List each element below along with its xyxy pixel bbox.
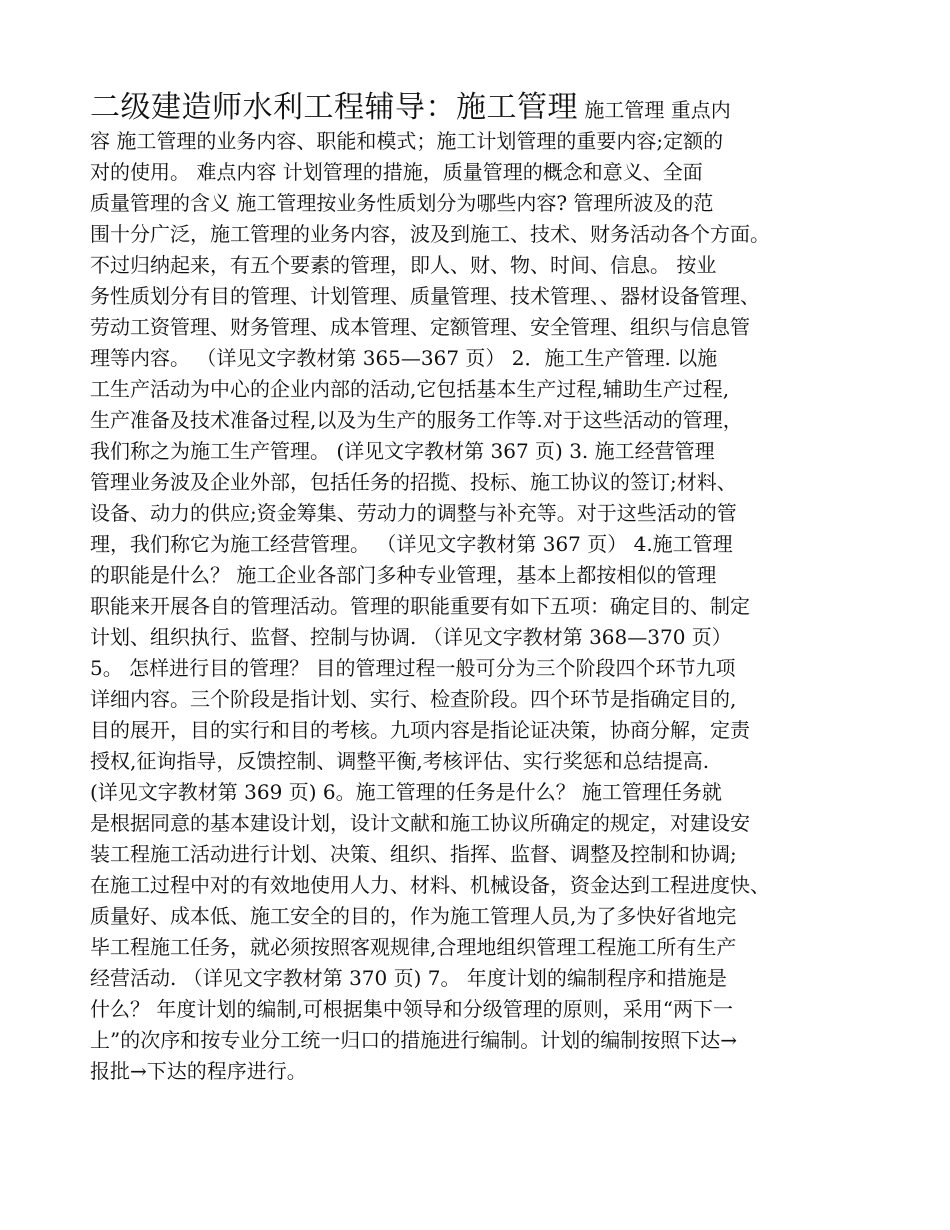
body-line: 我们称之为施工生产管理。 (详见文字教材第 367 页) 3. 施工经营管理 <box>90 439 715 463</box>
body-line: 质量管理的含义 施工管理按业务性质划分为哪些内容? 管理所波及的范 <box>90 191 714 215</box>
body-line: 上”的次序和按专业分工统一归口的措施进行编制。计划的编制按照下达→ <box>90 1028 737 1052</box>
body-line: 理，我们称它为施工经营管理。 （详见文字教材第 367 页） 4.施工管理 <box>90 532 733 556</box>
body-line: 容 施工管理的业务内容、职能和模式；施工计划管理的重要内容;定额的 <box>90 129 724 153</box>
body-line: 计划、组织执行、监督、控制与协调. （详见文字教材第 368—370 页） <box>90 625 732 649</box>
body-line: 质量好、成本低、施工安全的目的，作为施工管理人员,为了多快好省地完 <box>90 904 737 928</box>
title-line <box>90 90 870 126</box>
body-line: 什么？ 年度计划的编制,可根据集中领导和分级管理的原则，采用“两下一 <box>90 997 733 1021</box>
body-line: 授权,征询指导，反馈控制、调整平衡,考核评估、实行奖惩和总结提高. <box>90 749 710 773</box>
body-line: 生产准备及技术准备过程,以及为生产的服务工作等.对于这些活动的管理， <box>90 408 743 432</box>
body-line: 务性质划分有目的管理、计划管理、质量管理、技术管理、、器材设备管理、 <box>90 284 760 308</box>
body-line: 劳动工资管理、财务管理、成本管理、定额管理、安全管理、组织与信息管 <box>90 315 750 339</box>
body-line: (详见文字教材第 369 页) 6。施工管理的任务是什么？ 施工管理任务就 <box>90 780 722 804</box>
body-line: 报批→下达的程序进行。 <box>90 1059 307 1083</box>
body-line: 是根据同意的基本建设计划，设计文献和施工协议所确定的规定，对建设安 <box>90 811 750 835</box>
body-line: 经营活动. （详见文字教材第 370 页) 7。 年度计划的编制程序和措施是 <box>90 966 727 990</box>
body-line: 对的使用。 难点内容 计划管理的措施，质量管理的概念和意义、全面 <box>90 160 703 184</box>
document-title: 二级建造师水利工程辅导：施工管理 <box>90 90 578 125</box>
body-line: 不过归纳起来，有五个要素的管理，即人、财、物、时间、信息。 按业 <box>90 253 717 277</box>
body-line: 毕工程施工任务，就必须按照客观规律,合理地组织管理工程施工所有生产 <box>90 935 737 959</box>
document-body <box>90 90 870 1087</box>
body-line: 装工程施工活动进行计划、决策、组织、指挥、监督、调整及控制和协调; <box>90 842 737 866</box>
body-line: 5。 怎样进行目的管理？ 目的管理过程一般可分为三个阶段四个环节九项 <box>90 656 736 680</box>
body-line: 理等内容。 （详见文字教材第 365—367 页） 2．施工生产管理. 以施 <box>90 346 718 370</box>
title-line-tail: 施工管理 重点内 <box>578 98 731 122</box>
body-line: 的职能是什么？ 施工企业各部门多种专业管理，基本上都按相似的管理 <box>90 563 717 587</box>
body-line: 职能来开展各自的管理活动。管理的职能重要有如下五项：确定目的、制定 <box>90 594 750 618</box>
body-line: 围十分广泛，施工管理的业务内容，波及到施工、技术、财务活动各个方面。 <box>90 222 770 246</box>
body-line: 管理业务波及企业外部，包括任务的招揽、投标、施工协议的签订;材料、 <box>90 470 737 494</box>
body-line: 详细内容。三个阶段是指计划、实行、检查阶段。四个环节是指确定目的, <box>90 687 737 711</box>
body-line: 在施工过程中对的有效地使用人力、材料、机械设备，资金达到工程进度快、 <box>90 873 770 897</box>
body-line: 目的展开，目的实行和目的考核。九项内容是指论证决策，协商分解，定责 <box>90 718 750 742</box>
body-line: 工生产活动为中心的企业内部的活动,它包括基本生产过程,辅助生产过程, <box>90 377 730 401</box>
body-line: 设备、动力的供应;资金筹集、劳动力的调整与补充等。对于这些活动的管 <box>90 501 737 525</box>
